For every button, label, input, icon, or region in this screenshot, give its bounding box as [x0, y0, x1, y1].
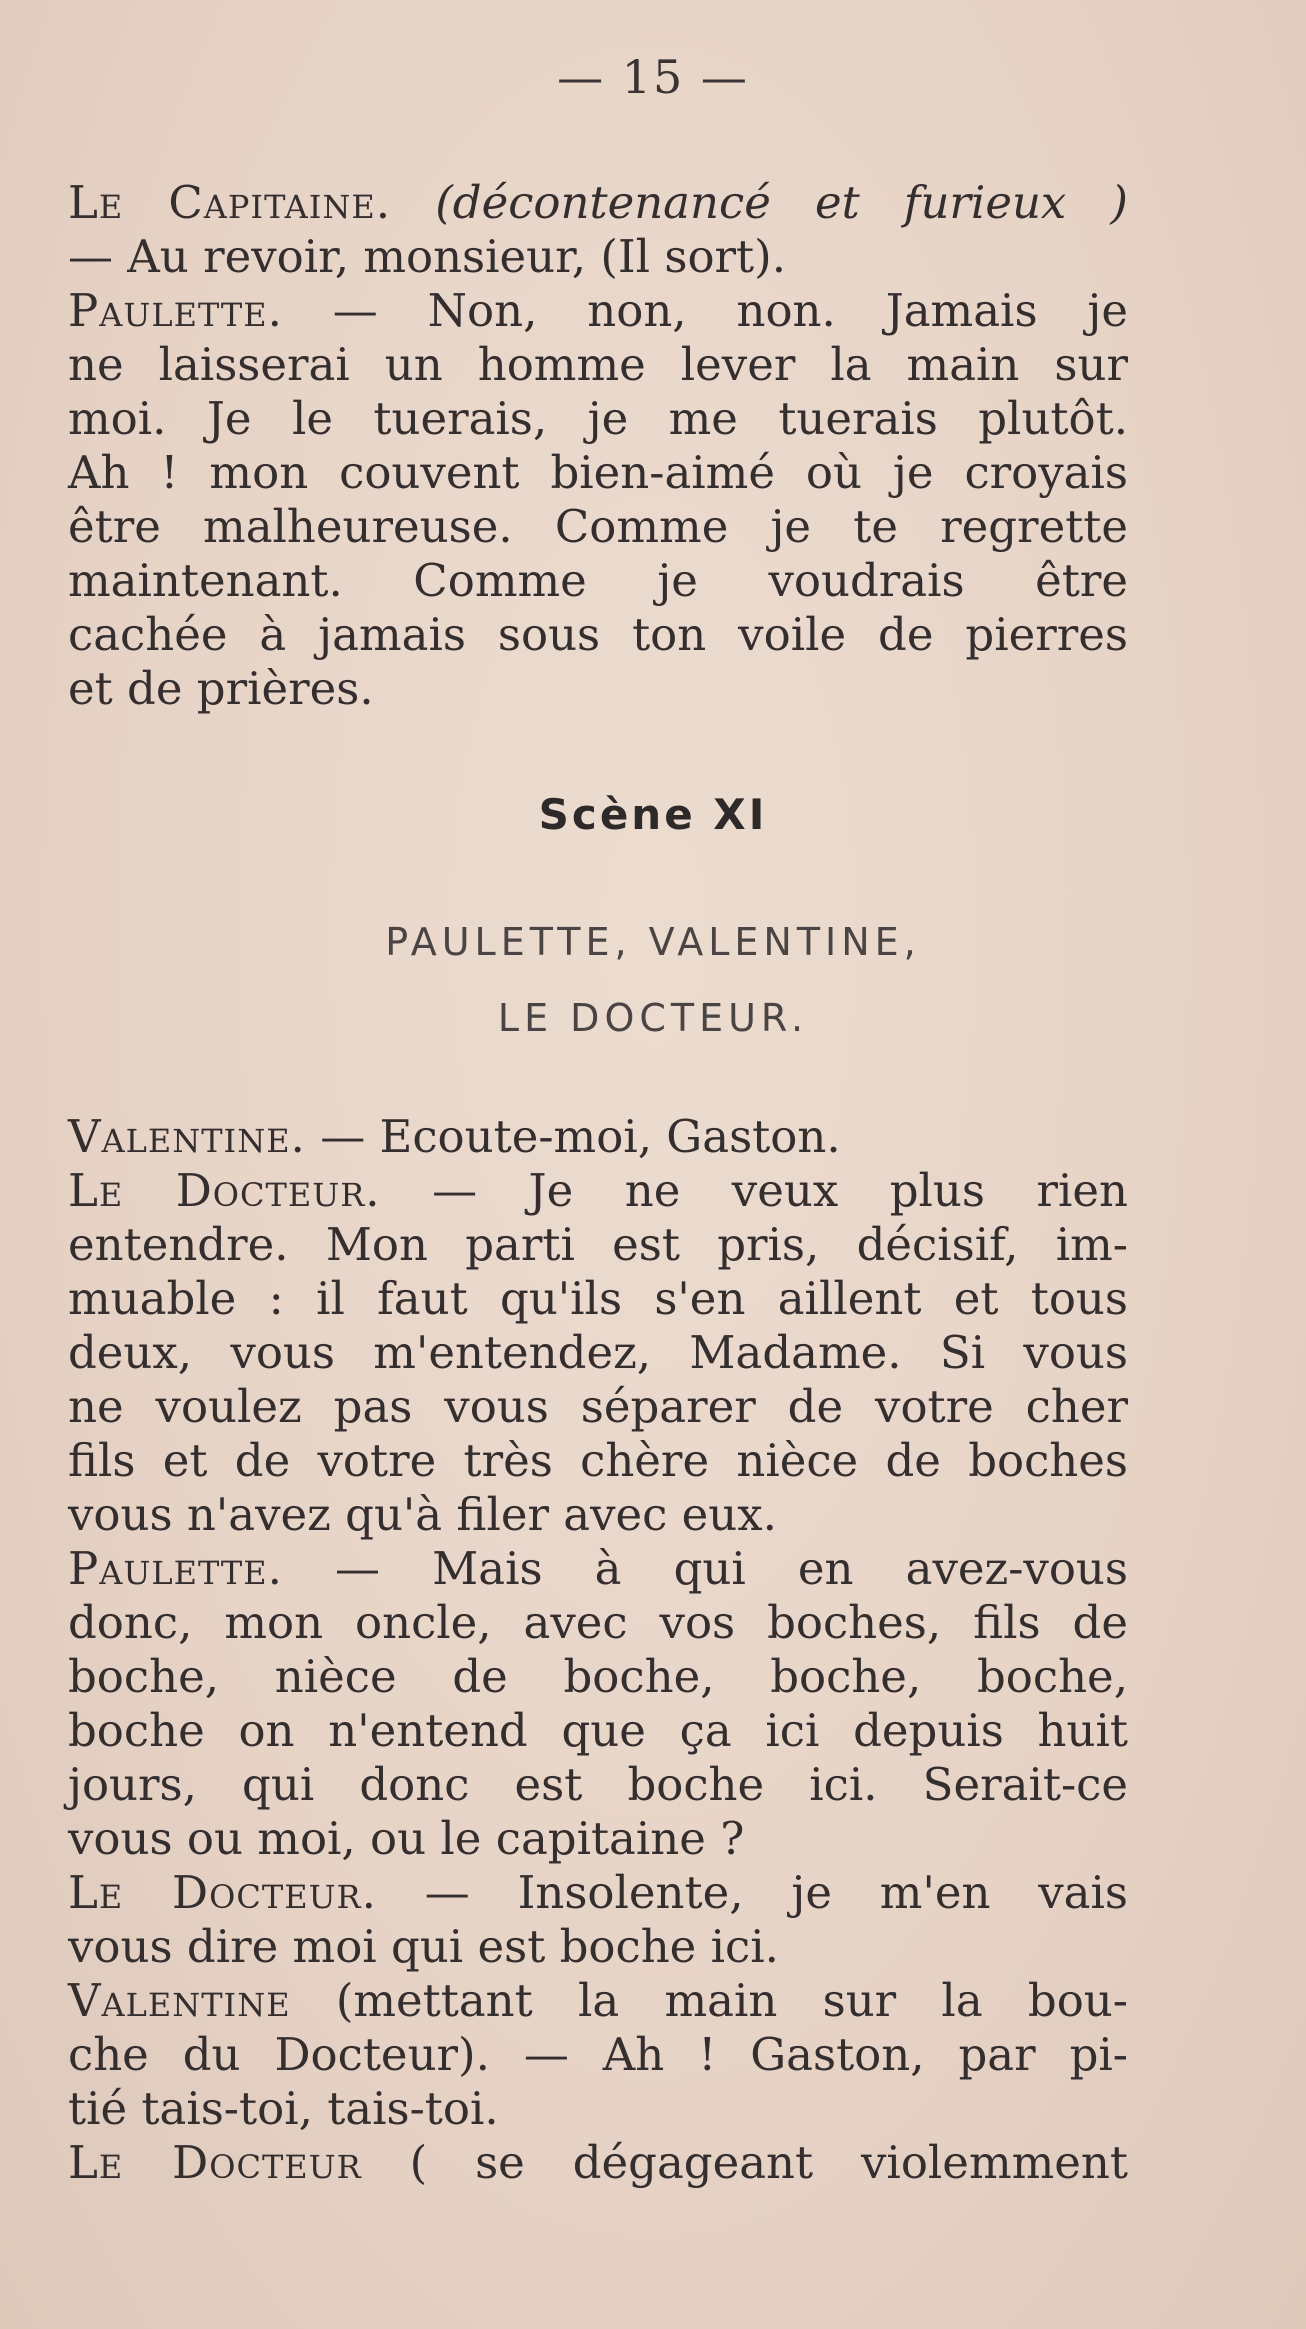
- speaker-name: Le Docteur: [68, 2136, 362, 2189]
- text-line: [68, 176, 1128, 230]
- text-line: vous dire moi qui est boche ici.: [68, 1920, 779, 1973]
- text-line: jours, qui donc est boche ici. Serait-ce: [68, 1758, 1128, 1811]
- speaker-name: Valentine: [68, 1974, 291, 2027]
- dialogue-text: — Non, non, non. Jamais je: [332, 284, 1128, 337]
- cast-list-line: PAULETTE, VALENTINE,: [385, 920, 921, 964]
- text-line: [68, 1866, 1128, 1920]
- text-line: donc, mon oncle, avec vos boches, fils de: [68, 1596, 1128, 1649]
- text-line: vous n'avez qu'à filer avec eux.: [68, 1488, 777, 1541]
- text-line: muable : il faut qu'ils s'en aillent et tous: [68, 1272, 1128, 1325]
- dialogue-text: — Je ne veux plus rien: [432, 1164, 1128, 1217]
- text-line: boche on n'entend que ça ici depuis huit: [68, 1704, 1128, 1757]
- speaker-name: Paulette.: [68, 284, 283, 337]
- text-line: [68, 2028, 1128, 2082]
- cast-list-line: LE DOCTEUR.: [497, 996, 809, 1040]
- text-line: [68, 1164, 1128, 1218]
- text-line: fils et de votre très chère nièce de boches: [68, 1434, 1128, 1487]
- stage-direction: che du Docteur).: [68, 2028, 490, 2081]
- text-line: maintenant. Comme je voudrais être: [68, 554, 1128, 607]
- text-line: [68, 284, 1128, 338]
- text-line: vous ou moi, ou le capitaine ?: [68, 1812, 745, 1865]
- text-line: [68, 2136, 1128, 2190]
- speaker-name: Le Capitaine.: [68, 176, 392, 229]
- text-line: boche, nièce de boche, boche, boche,: [68, 1650, 1128, 1703]
- dialogue-text: — Ecoute-moi, Gaston.: [320, 1110, 841, 1163]
- text-line: tié tais-toi, tais-toi.: [68, 2082, 499, 2135]
- text-line: [68, 1974, 1128, 2028]
- text-line: et de prières.: [68, 662, 374, 715]
- dialogue-text: — Insolente, je m'en vais: [424, 1866, 1128, 1919]
- stage-direction: (mettant la main sur la bou-: [335, 1974, 1128, 2027]
- text-line: deux, vous m'entendez, Madame. Si vous: [68, 1326, 1128, 1379]
- text-line: ne voulez pas vous séparer de votre cher: [68, 1380, 1128, 1433]
- scene-title: Scène XI: [538, 790, 768, 839]
- text-line: cachée à jamais sous ton voile de pierres: [68, 608, 1128, 661]
- speaker-name: Le Docteur.: [68, 1164, 381, 1217]
- text-line: [68, 1110, 1128, 1164]
- text-line: être malheureuse. Comme je te regrette: [68, 500, 1128, 553]
- text-line: — Au revoir, monsieur, (Il sort).: [68, 230, 787, 283]
- speaker-name: Le Docteur.: [68, 1866, 377, 1919]
- speaker-name: Valentine.: [68, 1110, 306, 1163]
- dialogue-text: — Mais à qui en avez-vous: [335, 1542, 1129, 1595]
- text-line: ne laisserai un homme lever la main sur: [68, 338, 1128, 391]
- dialogue-text: — Ah ! Gaston, par pi-: [523, 2028, 1128, 2081]
- text-line: [68, 1542, 1128, 1596]
- speaker-name: Paulette.: [68, 1542, 283, 1595]
- stage-direction: (décontenancé et furieux ): [435, 176, 1128, 229]
- text-line: entendre. Mon parti est pris, décisif, im-: [68, 1218, 1128, 1271]
- stage-direction: ( se dégageant violemment: [409, 2136, 1128, 2189]
- text-line: Ah ! mon couvent bien-aimé où je croyais: [68, 446, 1128, 499]
- page-number: — 15 —: [557, 50, 749, 104]
- text-line: moi. Je le tuerais, je me tuerais plutôt.: [68, 392, 1128, 445]
